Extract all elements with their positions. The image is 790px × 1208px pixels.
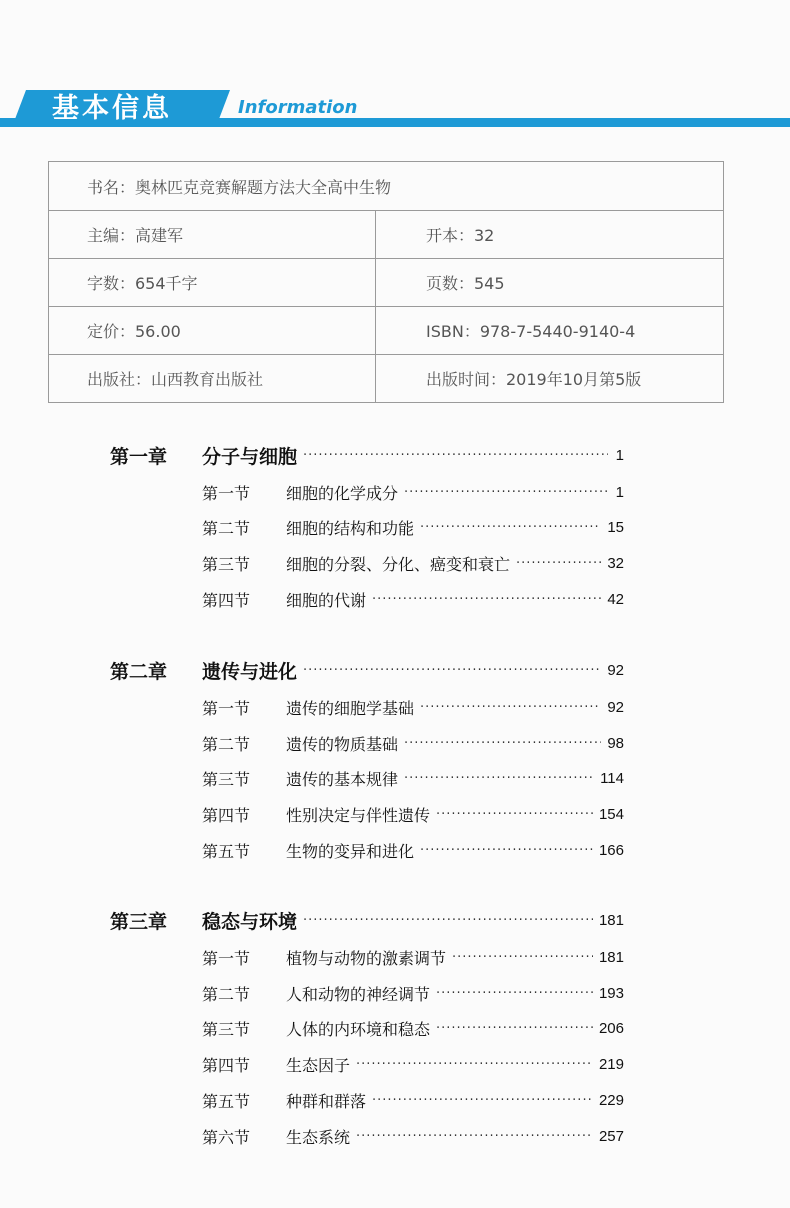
dot-leader bbox=[303, 913, 593, 928]
section-number: 第一节 bbox=[202, 698, 251, 718]
toc-section[interactable] bbox=[202, 1050, 624, 1078]
section-number: 第五节 bbox=[202, 841, 251, 861]
header-subtitle: Information bbox=[238, 97, 358, 118]
chapter-page: 1 bbox=[615, 446, 624, 464]
section-number: 第一节 bbox=[202, 483, 251, 503]
section-page: 193 bbox=[598, 984, 624, 1002]
section-page: 114 bbox=[600, 769, 624, 787]
dot-leader bbox=[372, 1093, 593, 1108]
editor: 主编：高建军 bbox=[49, 211, 376, 259]
section-number: 第二节 bbox=[202, 984, 251, 1004]
toc-chapter[interactable] bbox=[110, 905, 624, 935]
dot-leader bbox=[303, 448, 608, 463]
section-title: 生态系统 bbox=[286, 1127, 351, 1147]
section-number: 第二节 bbox=[202, 518, 251, 538]
section-title: 人和动物的神经调节 bbox=[286, 984, 431, 1004]
publisher: 出版社：山西教育出版社 bbox=[49, 355, 376, 403]
section-title: 细胞的结构和功能 bbox=[286, 518, 415, 538]
section-number: 第五节 bbox=[202, 1091, 251, 1111]
dot-leader bbox=[452, 950, 593, 965]
section-number: 第六节 bbox=[202, 1127, 251, 1147]
section-number: 第二节 bbox=[202, 734, 251, 754]
toc-section[interactable] bbox=[202, 800, 624, 828]
section-number: 第四节 bbox=[202, 1055, 251, 1075]
chapter-title: 分子与细胞 bbox=[202, 445, 298, 468]
chapter-title: 遗传与进化 bbox=[202, 660, 298, 683]
toc-section[interactable] bbox=[202, 513, 624, 541]
section-page: 181 bbox=[598, 948, 624, 966]
toc-section[interactable] bbox=[202, 585, 624, 613]
toc-section[interactable] bbox=[202, 979, 624, 1007]
section-page: 154 bbox=[598, 805, 624, 823]
section-title: 遗传的细胞学基础 bbox=[286, 698, 415, 718]
section-title: 遗传的物质基础 bbox=[286, 734, 399, 754]
section-page: 219 bbox=[598, 1055, 624, 1073]
section-title: 性别决定与伴性遗传 bbox=[286, 805, 431, 825]
toc-chapter[interactable] bbox=[110, 440, 624, 470]
dot-leader bbox=[420, 520, 601, 535]
section-page: 42 bbox=[607, 590, 624, 608]
format: 开本：32 bbox=[376, 211, 724, 259]
toc-section[interactable] bbox=[202, 478, 624, 506]
section-number: 第三节 bbox=[202, 1019, 251, 1039]
section-number: 第三节 bbox=[202, 769, 251, 789]
dot-leader bbox=[516, 556, 601, 571]
chapter-title: 稳态与环境 bbox=[202, 910, 298, 933]
section-page: 166 bbox=[598, 841, 624, 859]
section-title: 人体的内环境和稳态 bbox=[286, 1019, 431, 1039]
word-count: 字数：654千字 bbox=[49, 259, 376, 307]
toc-section[interactable] bbox=[202, 549, 624, 577]
chapter-number: 第三章 bbox=[110, 910, 168, 933]
toc-section[interactable] bbox=[202, 1014, 624, 1042]
section-number: 第一节 bbox=[202, 948, 251, 968]
section-page: 257 bbox=[598, 1127, 624, 1145]
section-page: 206 bbox=[598, 1019, 624, 1037]
dot-leader bbox=[420, 843, 593, 858]
toc-section[interactable] bbox=[202, 764, 624, 792]
section-title: 植物与动物的激素调节 bbox=[286, 948, 447, 968]
info-row bbox=[49, 162, 724, 211]
section-title: 细胞的代谢 bbox=[286, 590, 367, 610]
dot-leader bbox=[404, 485, 608, 500]
dot-leader bbox=[356, 1057, 593, 1072]
dot-leader bbox=[420, 700, 601, 715]
section-title: 细胞的化学成分 bbox=[286, 483, 399, 503]
toc-section[interactable] bbox=[202, 1122, 624, 1150]
toc-section[interactable] bbox=[202, 1086, 624, 1114]
chapter-number: 第二章 bbox=[110, 660, 168, 683]
page-count: 页数：545 bbox=[376, 259, 724, 307]
info-row bbox=[49, 307, 724, 355]
dot-leader bbox=[436, 1021, 593, 1036]
header-title: 基本信息 bbox=[52, 93, 172, 124]
section-title: 种群和群落 bbox=[286, 1091, 367, 1111]
info-header bbox=[0, 88, 790, 130]
section-page: 92 bbox=[607, 698, 624, 716]
dot-leader bbox=[404, 771, 594, 786]
section-number: 第三节 bbox=[202, 554, 251, 574]
section-title: 遗传的基本规律 bbox=[286, 769, 399, 789]
book-info-table bbox=[48, 161, 724, 403]
section-page: 1 bbox=[615, 483, 624, 501]
toc-section[interactable] bbox=[202, 836, 624, 864]
dot-leader bbox=[372, 592, 601, 607]
section-page: 15 bbox=[607, 518, 624, 536]
section-page: 98 bbox=[607, 734, 624, 752]
section-number: 第四节 bbox=[202, 590, 251, 610]
pub-date: 出版时间：2019年10月第5版 bbox=[376, 355, 724, 403]
dot-leader bbox=[303, 663, 601, 678]
section-number: 第四节 bbox=[202, 805, 251, 825]
chapter-number: 第一章 bbox=[110, 445, 168, 468]
book-name: 书名：奥林匹克竞赛解题方法大全高中生物 bbox=[49, 162, 724, 211]
section-title: 细胞的分裂、分化、癌变和衰亡 bbox=[286, 554, 511, 574]
toc-section[interactable] bbox=[202, 693, 624, 721]
info-row bbox=[49, 355, 724, 403]
section-title: 生态因子 bbox=[286, 1055, 351, 1075]
dot-leader bbox=[356, 1129, 593, 1144]
dot-leader bbox=[436, 807, 593, 822]
chapter-page: 181 bbox=[598, 911, 624, 929]
toc-chapter[interactable] bbox=[110, 655, 624, 685]
isbn: ISBN：978-7-5440-9140-4 bbox=[376, 307, 724, 355]
price: 定价：56.00 bbox=[49, 307, 376, 355]
section-page: 32 bbox=[607, 554, 624, 572]
dot-leader bbox=[404, 736, 601, 751]
dot-leader bbox=[436, 986, 593, 1001]
info-row bbox=[49, 259, 724, 307]
info-row bbox=[49, 211, 724, 259]
toc-section[interactable] bbox=[202, 729, 624, 757]
chapter-page: 92 bbox=[607, 661, 624, 679]
section-page: 229 bbox=[598, 1091, 624, 1109]
section-title: 生物的变异和进化 bbox=[286, 841, 415, 861]
toc-section[interactable] bbox=[202, 943, 624, 971]
